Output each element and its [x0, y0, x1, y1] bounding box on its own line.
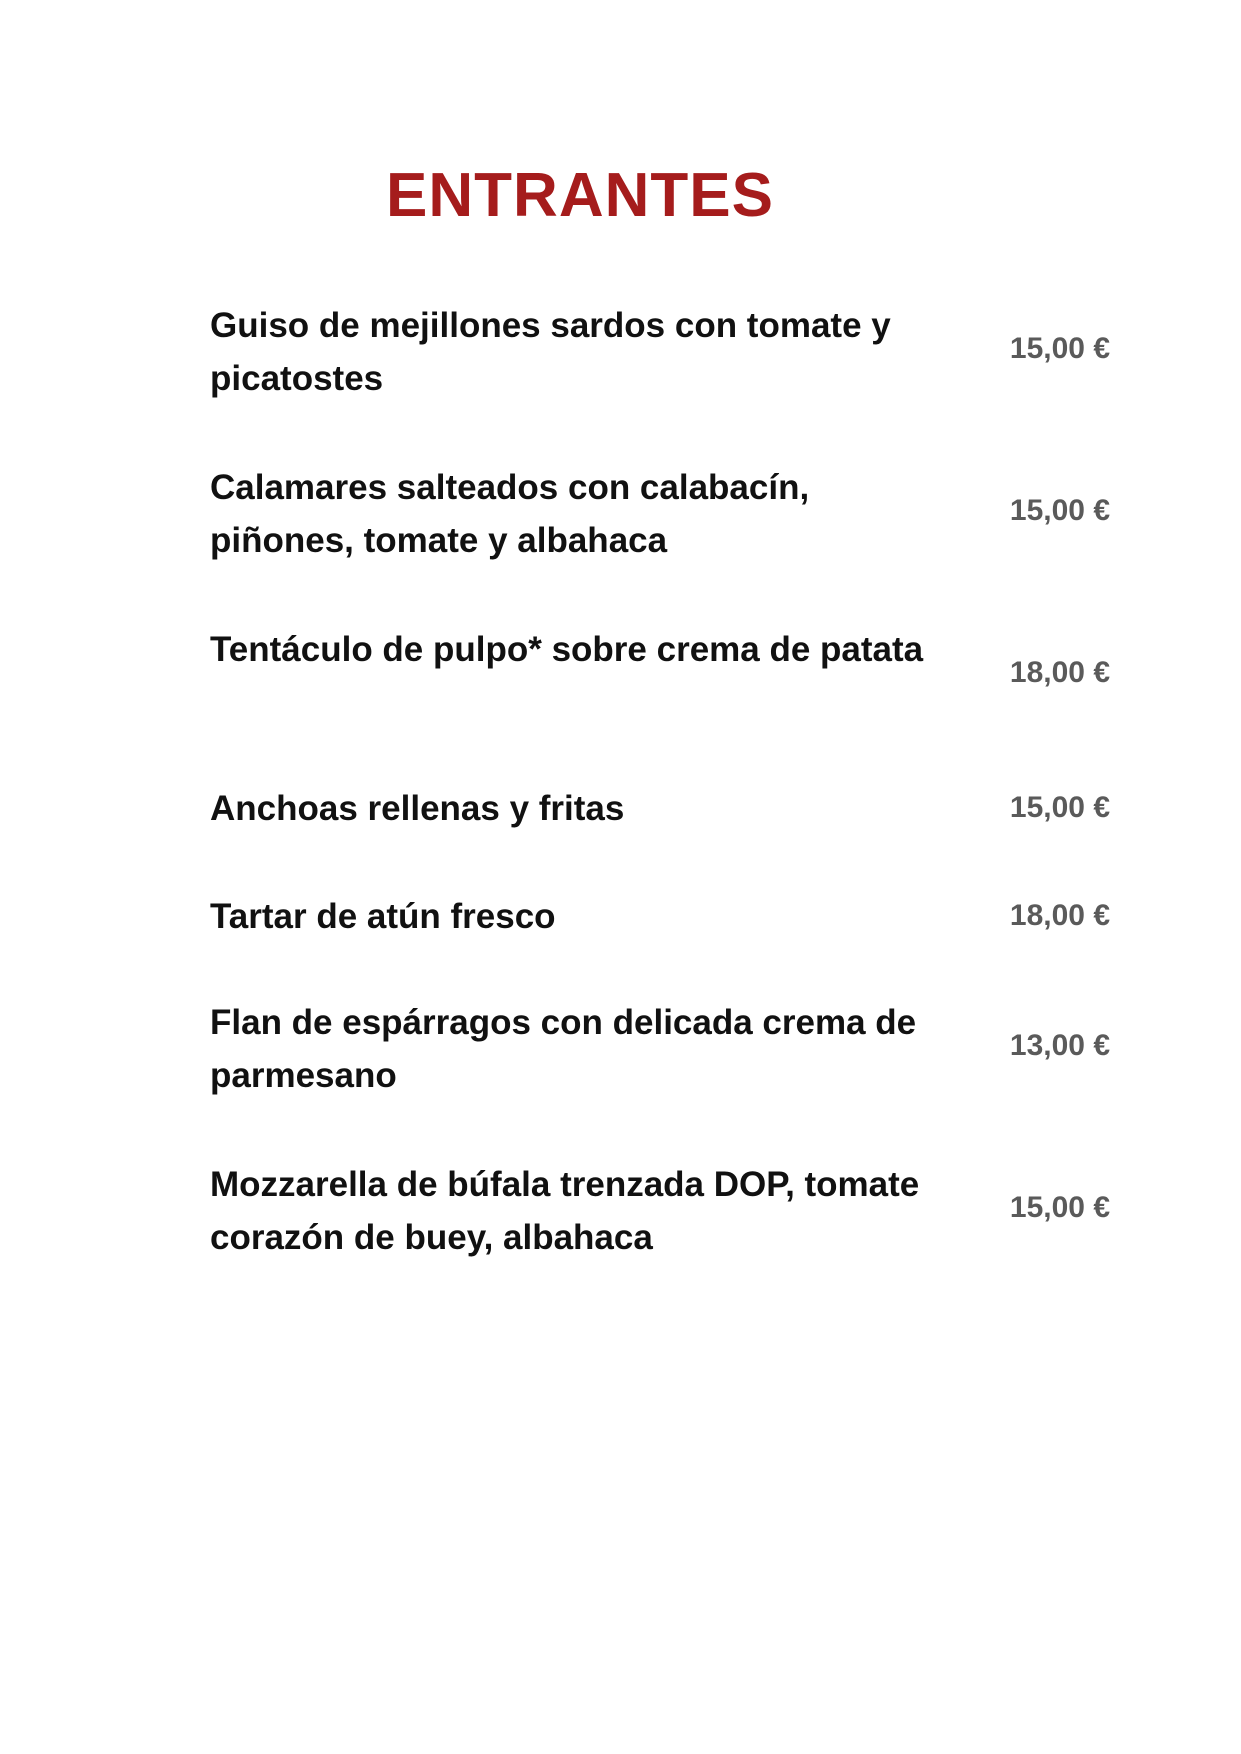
menu-item-name: Guiso de mejillones sardos con tomate y picatostes [210, 306, 891, 398]
menu-item [210, 461, 1110, 567]
menu-item-price: 18,00 € [1009, 899, 1110, 932]
menu-item [210, 996, 1110, 1102]
menu-title: ENTRANTES [386, 161, 774, 230]
menu-item-price: 15,00 € [1009, 332, 1110, 365]
menu-item-name: Mozzarella de búfala trenzada DOP, tomate corazón de buey, albahaca [210, 1165, 920, 1257]
menu-item [210, 890, 1110, 943]
menu-item-price: 18,00 € [1009, 656, 1110, 689]
menu-item-price: 15,00 € [1009, 791, 1110, 824]
menu-item [210, 299, 1110, 405]
menu-item-name: Flan de espárragos con delicada crema de parmesano [210, 1003, 917, 1095]
menu-item [210, 623, 1110, 729]
menu-item-name: Calamares salteados con calabacín, piñones, tomate y albahaca [210, 468, 810, 560]
menu-item [210, 1158, 1110, 1264]
menu-item-name: Anchoas rellenas y fritas [210, 789, 625, 828]
menu-item-price: 13,00 € [1009, 1029, 1110, 1062]
menu-item-price: 15,00 € [1009, 1191, 1110, 1224]
menu-item-price: 15,00 € [1009, 494, 1110, 527]
menu-item [210, 782, 1110, 835]
menu-item-name: Tentáculo de pulpo* sobre crema de patata [210, 630, 924, 669]
menu-item-name: Tartar de atún fresco [210, 897, 556, 936]
